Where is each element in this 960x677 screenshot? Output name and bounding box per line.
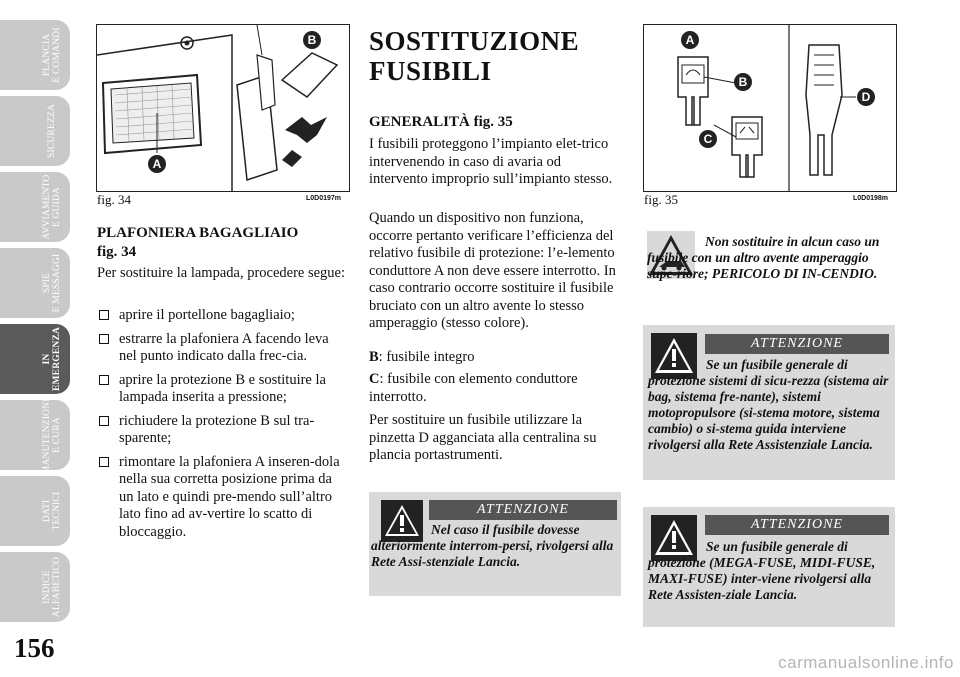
heading-line: PLAFONIERA BAGAGLIAIO [97,225,299,241]
definition-text: : fusibile integro [378,349,475,365]
heading-figref: fig. 34 [97,244,137,260]
tab-in-emergenza[interactable] [0,324,70,394]
paragraph-2: Quando un dispositivo non funziona, occorre pertanto verificare l’efficienza del relativo fusibile di protezione: l’e-lemento conduttore A non deve essere interrotto. In caso contrario occorre sostituire il fusibile bruciato con un altro avente lo stesso amperaggio (stesso colore). [369,210,616,331]
step-text: richiudere la protezione B sul tra-sparente; [119,412,315,446]
title-line: FUSIBILI [369,56,492,86]
steps-list [97,307,349,547]
warning-heading: ATTENZIONE [429,500,617,520]
list-item [97,413,349,448]
warning-text: Se un fusibile generale di protezione (MEGA-FUSE, MIDI-FUSE, MAXI-FUSE) inter-viene rivolgersi alla Rete Assisten-ziale Lancia. [648,539,876,602]
step-text: aprire il portellone bagagliaio; [119,307,295,323]
fuse-illustration [644,25,896,191]
checkbox-bullet-icon [99,375,109,385]
tab-label: PLANCIA E COMANDI [42,27,62,83]
paragraph-1: I fusibili proteggono l’impianto elet-trico intervenendo in caso di avaria od intervento improprio sull’impianto stesso. [369,136,613,187]
paragraph-3: Per sostituire un fusibile utilizzare la pinzetta D agganciata alla centralina su plancia portastrumenti. [369,412,597,463]
title-line: SOSTITUZIONE [369,26,580,56]
step-text: rimontare la plafoniera A inseren-dola nella sua corretta posizione prima da un lato e quindi pre-mendo sull’altro lato fino ad av-vertire lo scatto di bloccaggio. [119,453,340,540]
section-heading [97,224,349,262]
tab-avviamento-guida[interactable] [0,172,70,242]
label-b-marker: B [303,31,321,49]
definition-key: C [369,371,380,387]
step-text: estrarre la plafoniera A facendo leva nel punto indicato dalla frec-cia. [119,330,329,364]
label-b-marker: B [734,73,752,91]
warning-box-2 [643,507,895,627]
figure-34-code: L0D0197m [306,195,342,202]
watermark: carmanualsonline.info [778,653,954,672]
list-item [97,331,349,366]
list-item [97,307,349,325]
figure-35-caption: fig. 35 [644,192,678,207]
label-a-marker: A [148,155,166,173]
definition-text: : fusibile con elemento conduttore interrotto. [369,371,578,405]
definition-b [369,349,621,367]
figure-35 [643,24,897,192]
tab-manutenzione-cura[interactable] [0,395,70,475]
figure-34-caption: fig. 34 [97,192,131,207]
tab-dati-tecnici[interactable] [0,476,70,546]
definition-c [369,371,621,406]
warning-box-1 [643,325,895,480]
tab-sicurezza[interactable] [0,96,70,166]
warning-text: Se un fusibile generale di protezione sistemi di sicu-rezza (sistema air bag, sistema fre-nante), sistemi motopropulsore (si-stema motore, sistema cambio) o si-stema guida interviene rivolgersi alla Rete Assistenziale Lancia. [648,357,889,452]
warning-text: Nel caso il fusibile dovesse alteriormente interrom-persi, rivolgersi alla Rete Assi-stenziale Lancia. [371,522,614,569]
tab-label: DATI TECNICI [42,491,62,531]
step-text: aprire la protezione B e sostituire la lampada inserita a pressione; [119,371,326,405]
label-a-marker: A [681,31,699,49]
tab-label: SPIE E MESSAGGI [42,253,62,313]
subheading: GENERALITÀ fig. 35 [369,114,513,130]
intro-paragraph: Per sostituire la lampada, procedere segue: [97,265,346,281]
trunk-light-illustration [97,25,349,191]
definition-key: B [369,349,379,365]
danger-text: Non sostituire in alcun caso un fusibile con un altro avente amperaggio supe-riore; PERICOLO DI IN-CENDIO. [647,234,880,281]
checkbox-bullet-icon [99,310,109,320]
tab-indice-alfabetico[interactable] [0,552,70,622]
tab-label: SICUREZZA [47,103,57,159]
label-d-marker: D [857,88,875,106]
tab-plancia-comandi[interactable] [0,20,70,90]
tab-label: INDICE ALFABETICO [42,556,62,618]
warning-heading: ATTENZIONE [705,515,889,535]
checkbox-bullet-icon [99,334,109,344]
checkbox-bullet-icon [99,457,109,467]
list-item [97,372,349,407]
figure-34 [96,24,350,192]
warning-heading: ATTENZIONE [705,334,889,354]
tab-label: AVVIAMENTO E GUIDA [42,174,62,240]
figure-35-code: L0D0198m [853,195,889,202]
page-title [369,26,619,86]
list-item [97,454,349,542]
tab-label: MANUTENZIONE E CURA [42,395,62,475]
warning-box-middle [369,492,621,596]
tab-spie-messaggi[interactable] [0,248,70,318]
label-c-marker: C [699,130,717,148]
tab-label: IN EMERGENZA [42,326,62,392]
checkbox-bullet-icon [99,416,109,426]
page-number: 156 [14,633,55,663]
